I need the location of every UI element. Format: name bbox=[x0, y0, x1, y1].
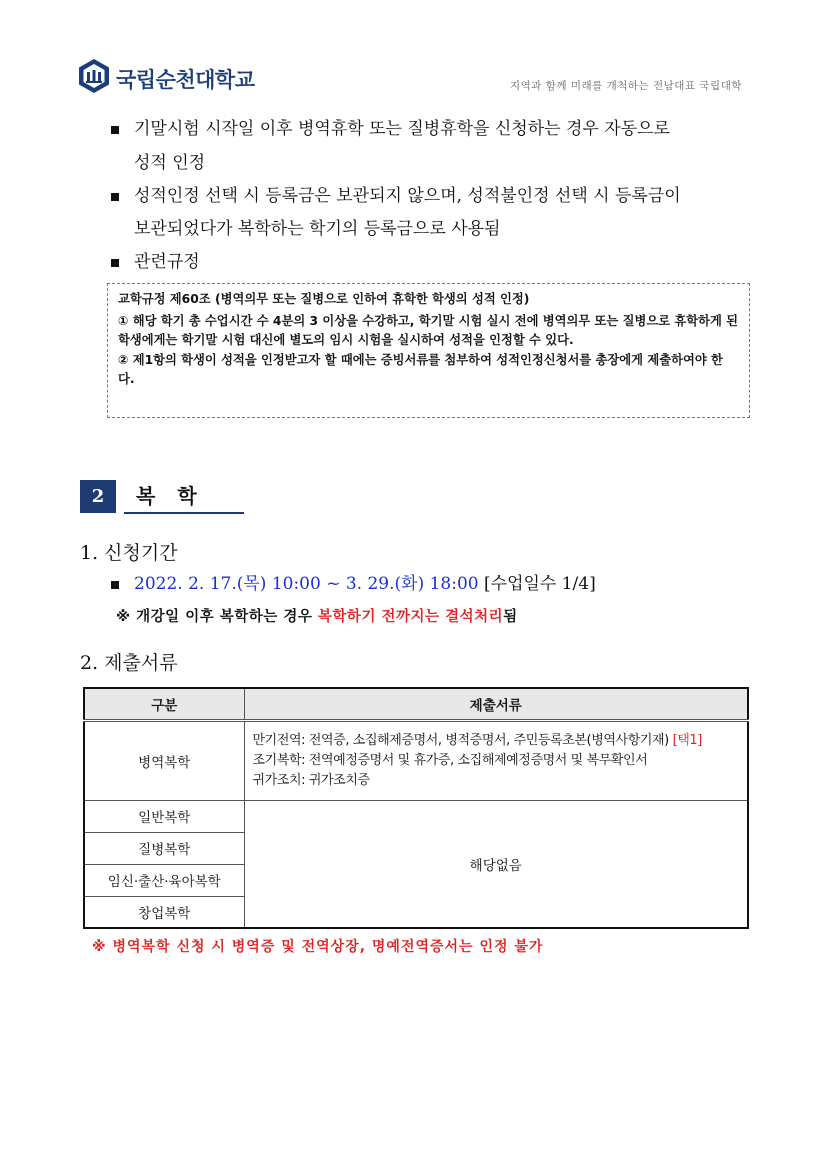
bullet-icon bbox=[111, 126, 119, 134]
period-dates: 2022. 2. 17.(목) 10:00 ~ 3. 29.(화) 18:00 bbox=[134, 574, 479, 594]
regulation-title: 교학규정 제60조 (병역의무 또는 질병으로 인하여 휴학한 학생의 성적 인정) bbox=[118, 292, 530, 306]
military-doc-line-1: 만기전역: 전역증, 소집해제증명서, 병적증명서, 주민등록초본(병역사항기재) bbox=[252, 732, 669, 748]
documents-footnote: ※ 병역복학 신청 시 병역증 및 전역상장, 명예전역증서는 인정 불가 bbox=[92, 939, 544, 955]
bullet-icon bbox=[111, 259, 119, 267]
table-row bbox=[84, 720, 748, 800]
header-category: 구분 bbox=[84, 688, 244, 720]
regulation-box bbox=[107, 283, 750, 418]
bullet-icon bbox=[111, 193, 119, 201]
other-documents-none: 해당없음 bbox=[244, 800, 748, 928]
military-documents bbox=[244, 720, 748, 800]
section-title: 복학 bbox=[136, 484, 219, 508]
page-header bbox=[76, 58, 756, 98]
military-doc-line-3: 귀가조치: 귀가조치증 bbox=[252, 772, 370, 788]
section-number: 2 bbox=[80, 480, 116, 513]
bullet-2-line-1: 성적인정 선택 시 등록금은 보관되지 않으며, 성적불인정 선택 시 등록금이 bbox=[134, 186, 681, 206]
bullet-icon bbox=[111, 581, 119, 589]
regulation-clause-2: ② 제1항의 학생이 성적을 인정받고자 할 때에는 증빙서류를 첨부하여 성적인정신청서를 총장에게 제출하여야 한다. bbox=[118, 352, 723, 386]
category-parental: 임신·출산·육아복학 bbox=[84, 864, 244, 896]
header-slogan: 지역과 함께 미래를 개척하는 전남대표 국립대학 bbox=[509, 80, 742, 92]
documents-heading: 2. 제출서류 bbox=[80, 652, 178, 674]
category-military: 병역복학 bbox=[84, 720, 244, 800]
section-underline bbox=[124, 512, 244, 514]
university-logo-icon bbox=[76, 58, 112, 94]
category-general: 일반복학 bbox=[84, 800, 244, 832]
period-note-suffix: 됨 bbox=[503, 609, 518, 625]
documents-table bbox=[83, 687, 749, 929]
period-heading: 1. 신청기간 bbox=[80, 542, 178, 564]
category-illness: 질병복학 bbox=[84, 832, 244, 864]
university-name: 국립순천대학교 bbox=[116, 68, 255, 92]
category-startup: 창업복학 bbox=[84, 896, 244, 928]
period-note-prefix: ※ 개강일 이후 복학하는 경우 bbox=[116, 609, 318, 625]
bullet-1-line-1: 기말시험 시작일 이후 병역휴학 또는 질병휴학을 신청하는 경우 자동으로 bbox=[134, 119, 670, 139]
table-row bbox=[84, 800, 748, 832]
military-doc-line-2: 조기복학: 전역예정증명서 및 휴가증, 소집해제예정증명서 및 복무확인서 bbox=[252, 752, 648, 768]
period-note-red: 복학하기 전까지는 결석처리 bbox=[317, 609, 504, 625]
header-documents: 제출서류 bbox=[244, 688, 748, 720]
regulation-clause-1: ① 해당 학기 총 수업시간 수 4분의 3 이상을 수강하고, 학기말 시험 실시 전에 병역의무 또는 질병으로 휴학하게 된 학생에게는 학기말 시험 대신에 별도의 임시 시험을 실시하여 성적을 인정할 수 있다. bbox=[118, 313, 739, 347]
bullet-2-line-2: 보관되었다가 복학하는 학기의 등록금으로 사용됨 bbox=[134, 219, 501, 239]
period-line bbox=[134, 573, 596, 595]
table-header-row bbox=[84, 688, 748, 720]
period-days: [수업일수 1/4] bbox=[484, 574, 596, 594]
military-doc-tag: [택1] bbox=[672, 732, 702, 748]
period-note bbox=[116, 606, 518, 628]
bullet-3-line-1: 관련규정 bbox=[134, 252, 200, 272]
bullet-1-line-2: 성적 인정 bbox=[134, 153, 206, 173]
